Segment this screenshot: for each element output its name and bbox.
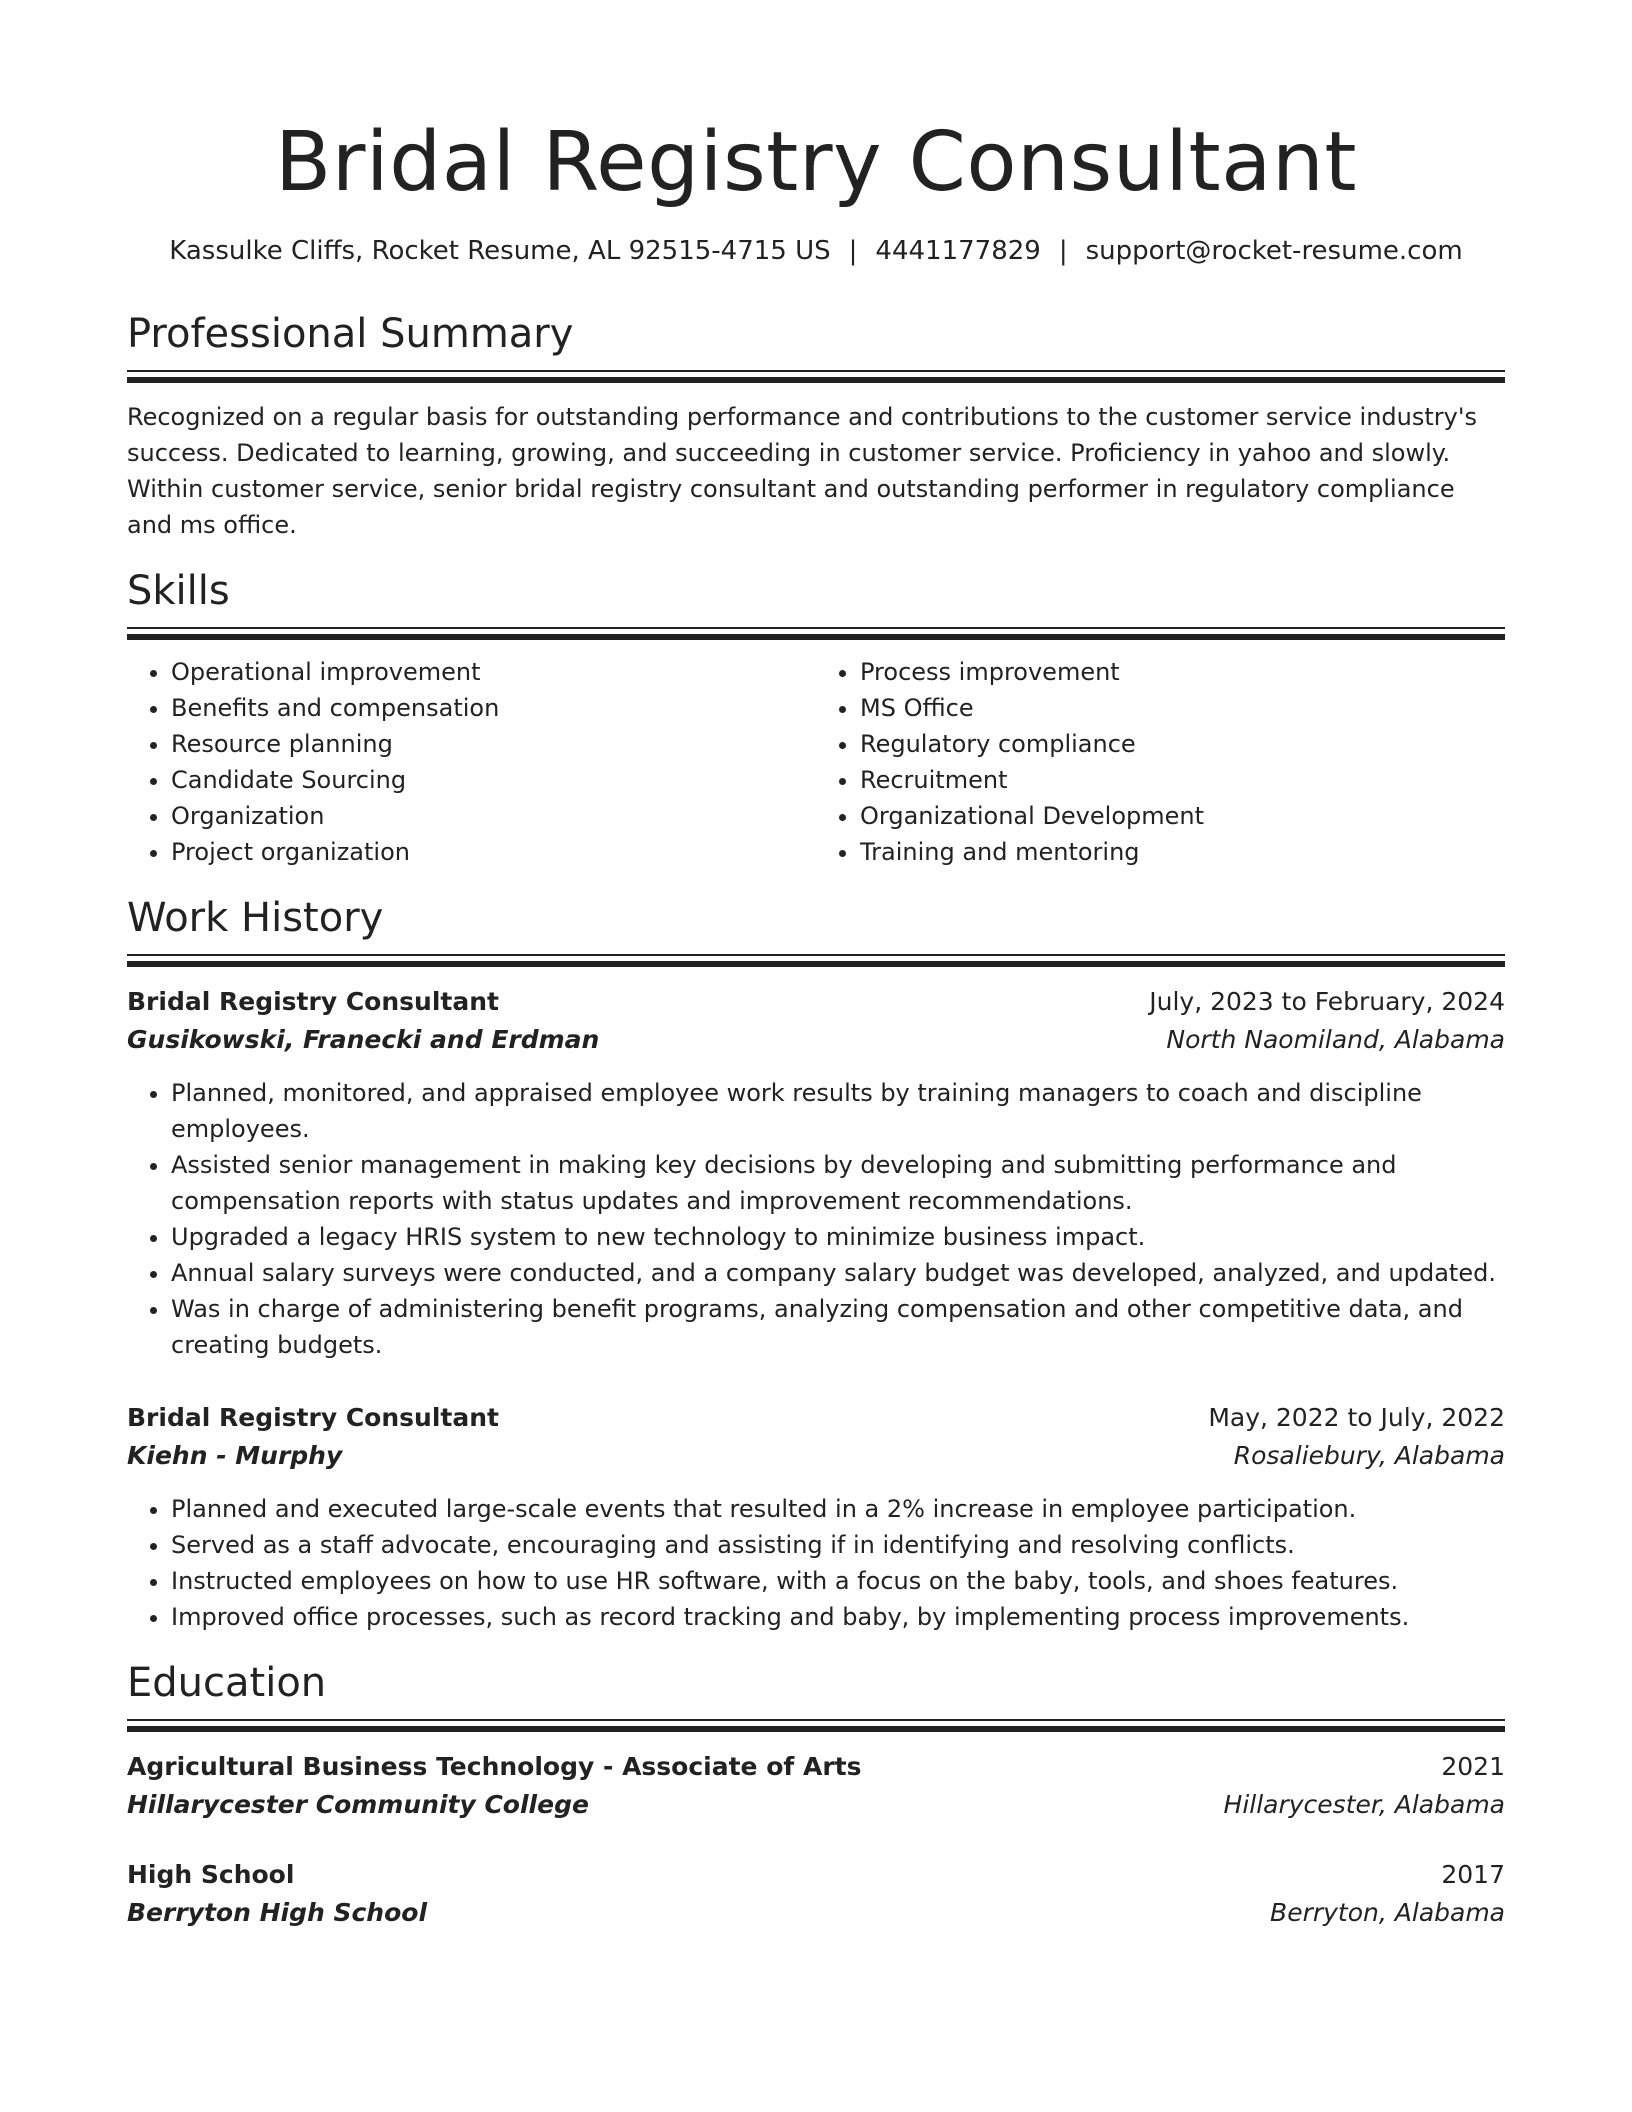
contact-email: support@rocket-resume.com	[1085, 236, 1463, 267]
contact-address: Kassulke Cliffs, Rocket Resume, AL 92515-4715 US	[169, 236, 831, 267]
job-entry	[127, 983, 1505, 1363]
skills-columns	[127, 654, 1505, 870]
job-location: North Naomiland, Alabama	[1166, 1025, 1505, 1055]
job-dates: July, 2023 to February, 2024	[1149, 987, 1505, 1017]
skill-item: • Training and mentoring	[860, 834, 1505, 870]
skill-item: • Resource planning	[171, 726, 816, 762]
skills-section	[127, 569, 1505, 870]
contact-separator: |	[848, 236, 858, 267]
education-section	[127, 1661, 1505, 1932]
job-bullet: • Improved office processes, such as record tracking and baby, by implementing process improvements.	[171, 1599, 1505, 1635]
skill-item: • Organizational Development	[860, 798, 1505, 834]
job-entry	[127, 1399, 1505, 1635]
skill-item: • Benefits and compensation	[171, 690, 816, 726]
contact-separator: |	[1058, 236, 1068, 267]
job-title: Bridal Registry Consultant	[127, 987, 499, 1017]
education-header-row	[127, 1748, 1505, 1786]
education-school-row	[127, 1894, 1505, 1932]
job-company: Kiehn - Murphy	[127, 1441, 343, 1471]
skills-list-left	[127, 654, 816, 870]
job-company-row	[127, 1437, 1505, 1475]
job-location: Rosaliebury, Alabama	[1233, 1441, 1505, 1471]
education-entry	[127, 1748, 1505, 1824]
job-company-row	[127, 1021, 1505, 1059]
job-bullets	[127, 1491, 1505, 1635]
job-bullet: • Planned and executed large-scale events that resulted in a 2% increase in employee participation.	[171, 1491, 1505, 1527]
section-title-education: Education	[127, 1660, 327, 1707]
skills-list-right	[816, 654, 1505, 870]
job-bullets	[127, 1075, 1505, 1363]
education-location: Hillarycester, Alabama	[1223, 1790, 1505, 1820]
summary-text: Recognized on a regular basis for outstanding performance and contributions to the customer service industry's success. Dedicated to learning, growing, and succeeding in customer service. Proficiency in yahoo and slowly. Within customer service, senior bridal registry consultant and outstanding performer in regulatory compliance and ms office.	[127, 403, 1477, 540]
education-school-row	[127, 1786, 1505, 1824]
section-title-work-history: Work History	[127, 895, 384, 942]
skill-item: • Project organization	[171, 834, 816, 870]
job-header-row	[127, 983, 1505, 1021]
skill-item: • Recruitment	[860, 762, 1505, 798]
skill-item: • MS Office	[860, 690, 1505, 726]
education-year: 2021	[1441, 1752, 1505, 1782]
section-title-skills: Skills	[127, 568, 230, 615]
job-company: Gusikowski, Franecki and Erdman	[127, 1025, 600, 1055]
resume-name: Bridal Registry Consultant	[274, 115, 1358, 210]
skill-item: • Candidate Sourcing	[171, 762, 816, 798]
education-entry	[127, 1856, 1505, 1932]
job-bullet: • Annual salary surveys were conducted, and a company salary budget was developed, analyzed, and updated.	[171, 1255, 1505, 1291]
education-location: Berryton, Alabama	[1270, 1898, 1505, 1928]
education-school: Hillarycester Community College	[127, 1790, 589, 1820]
job-dates: May, 2022 to July, 2022	[1208, 1403, 1505, 1433]
section-divider	[127, 627, 1505, 640]
skill-item: • Regulatory compliance	[860, 726, 1505, 762]
education-header-row	[127, 1856, 1505, 1894]
education-year: 2017	[1441, 1860, 1505, 1890]
job-bullet: • Assisted senior management in making key decisions by developing and submitting performance and compensation reports with status updates and improvement recommendations.	[171, 1147, 1505, 1219]
work-history-section	[127, 896, 1505, 1635]
education-degree: Agricultural Business Technology - Associate of Arts	[127, 1752, 862, 1782]
section-divider	[127, 370, 1505, 383]
summary-section	[127, 312, 1505, 543]
section-title-summary: Professional Summary	[127, 311, 574, 358]
job-header-row	[127, 1399, 1505, 1437]
contact-phone: 4441177829	[875, 236, 1041, 267]
education-school: Berryton High School	[127, 1898, 428, 1928]
education-degree: High School	[127, 1860, 295, 1890]
job-bullet: • Served as a staff advocate, encouraging and assisting if in identifying and resolving conflicts.	[171, 1527, 1505, 1563]
contact-line	[127, 236, 1505, 266]
job-bullet: • Instructed employees on how to use HR software, with a focus on the baby, tools, and shoes features.	[171, 1563, 1505, 1599]
skill-item: • Process improvement	[860, 654, 1505, 690]
section-divider	[127, 954, 1505, 967]
section-divider	[127, 1719, 1505, 1732]
job-title: Bridal Registry Consultant	[127, 1403, 499, 1433]
job-bullet: • Planned, monitored, and appraised employee work results by training managers to coach and discipline employees.	[171, 1075, 1505, 1147]
skill-item: • Organization	[171, 798, 816, 834]
job-bullet: • Was in charge of administering benefit programs, analyzing compensation and other competitive data, and creating budgets.	[171, 1291, 1505, 1363]
job-bullet: • Upgraded a legacy HRIS system to new technology to minimize business impact.	[171, 1219, 1505, 1255]
skill-item: • Operational improvement	[171, 654, 816, 690]
